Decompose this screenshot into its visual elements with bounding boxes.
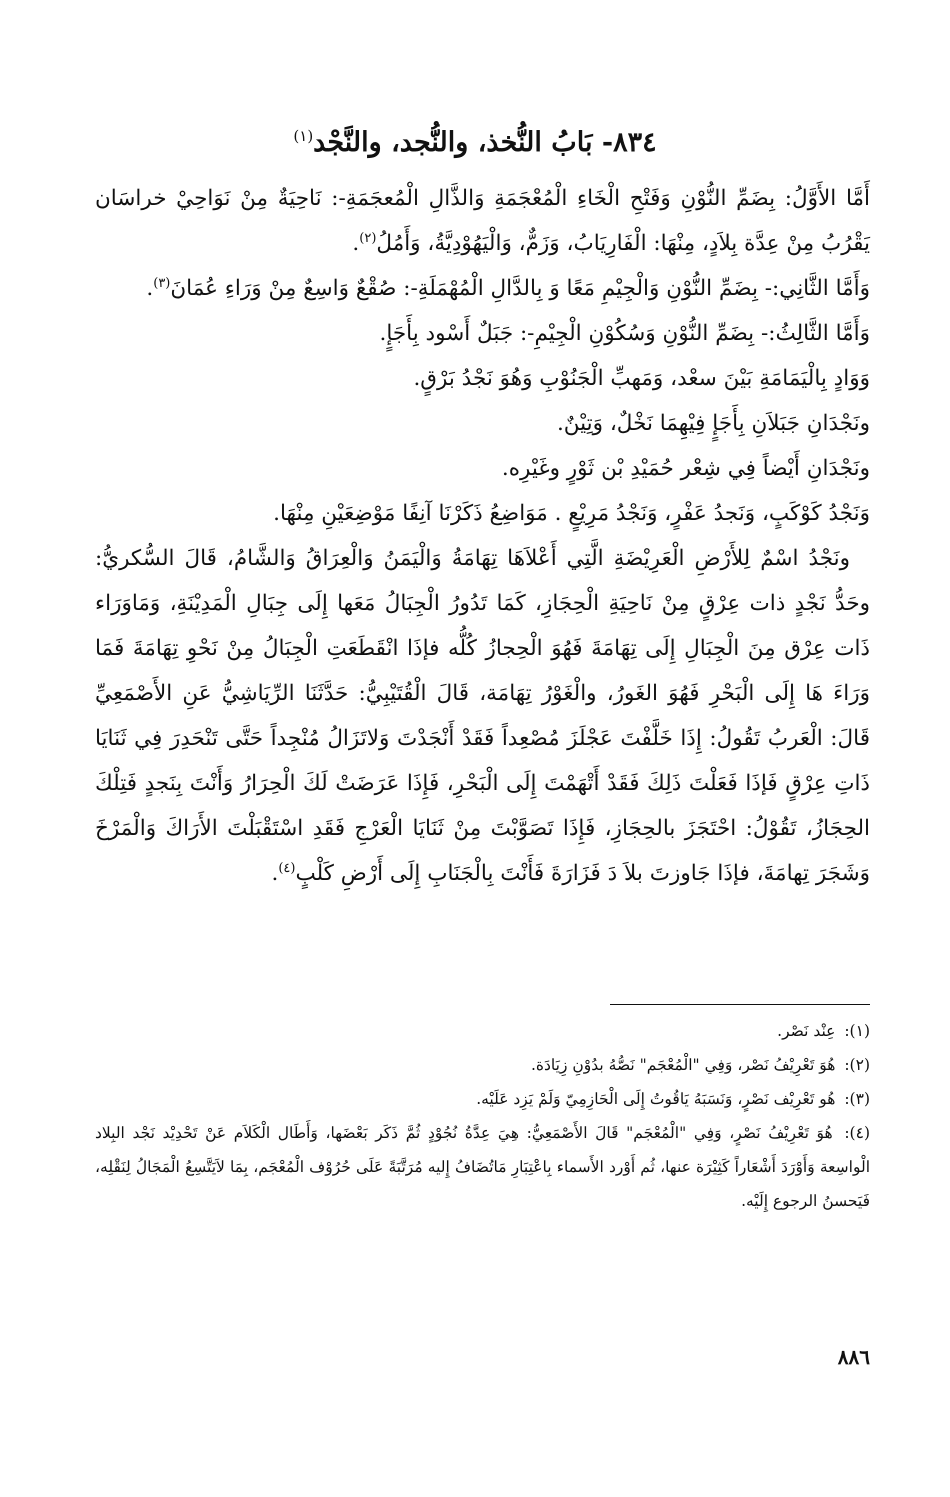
footnote-text: هُوَ تَعْرِيْفُ نَصْرٍ، وَفِي "الْمُعْجَم" قَالَ الأَصْمَعِيُّ: هِيَ عِدَّةُ نُجُوْدٍ ثُمَّ ذَكَر بَعْضَها، وَأَطَال الْكَلاَم عَنْ تَحْدِيْد نَجْد البِلاد الْواسِعة وَأَوْرَدَ أَشْعَاراً كَثِيْرَة عنها، ثُم أَوْرد الأَسماء بِاعْتِبَارِ مَاتُضَافُ إِليه مُرَتَّبَةً عَلَى حُرُوْف الْمُعْجَم، بِمَا لاَيَتَّسِعُ الْمَجَالُ لِنَقْلِه، فَيَحسنُ الرجوع إِلَيْه. — [95, 1124, 870, 1210]
footnote-number: (١): — [844, 1022, 870, 1040]
paragraph-najd-text: ونَجْدُ اسْمٌ لِلأَرْضِ الْعَرِيْضَةِ الَّتِي أَعْلاَهَا تِهَامَةُ وَالْيَمَنُ وَالْعِرَاقُ وَالشَّامُ، قَالَ السُّكريُّ: وحَدُّ نَجْدٍ ذات عِرْقٍ مِنْ نَاحِيَةِ الْحِجَازِ، كَمَا تَدُورُ الْجِبَالُ مَعَها إِلَى جِبَالِ الْمَدِيْنَةِ، وَمَاوَرَاء ذَات عِرْق مِنَ الْجِبَالِ إِلَى تِهَامَةَ فَهُوَ الْحِجازُ كُلُّه فإذَا انْقَطَعَتِ الْجِبَالُ مِنْ نَحْوِ تِهَامَةَ فَمَا وَرَاءَ هَا إِلَى الْبَحْرِ فَهُوَ الغَورُ، والْغَوْرُ تِهَامَة، قَالَ الْقُتَيْبِيُّ: حَدَّثَنَا الرِّيَاشِيُّ عَنِ الأَصْمَعِيِّ قَالَ: الْعَربُ تَقُولُ: إِذَا خَلَّفْتَ عَجْلَزَ مُصْعِداً فَقَدْ أَنْجَدْتَ وَلاتَزَالُ مُنْجِداً حَتَّى تَنْحَدِرَ فِي ثَنَايَا ذَاتِ عِرْقٍ فَإذَا فَعَلْتَ ذَلِكَ فَقَدْ أَتْهَمْتَ إِلَى الْبَحْرِ، فَإِذَا عَرَضَتْ لَكَ الْحِرَارُ وَأَنْتَ بِنَجدٍ فَتِلْكَ الحِجَازُ، تَقُوْلُ: احْتَجَزَ بالحِجَازِ، فَإِذَا تَصَوَّبْتَ مِنْ ثَنَايَا الْعَرْجِ فَقَدِ اسْتَقْبَلْتَ الأَرَاكَ وَالْمَرْخَ وَشَجَرَ تِهامَةَ، فإذَا جَاوزتَ بلاَ دَ فَزَارَةَ فَأَنْتَ بِالْجَنَابِ إِلَى أَرْضِ كَلْبٍ — [95, 546, 870, 886]
paragraph-second — [95, 266, 870, 311]
paragraph-places: وَنَجْدُ كَوْكَبٍ، وَنَجدُ عَفْرٍ، وَنَجْدُ مَرِيْعٍ . مَوَاضِعُ ذَكَرْنَا آنِفًا مَوْضِعَيْنِ مِنْهَا. — [273, 501, 870, 526]
paragraph-third: وَأَمَّا الثَّالِثُ:- بِضَمِّ النُّوْنِ وَسُكُوْنِ الْجِيْمِ-: جَبَلٌ أَسْود بِأَجَإٍ. — [379, 321, 870, 346]
sentence-end: . — [352, 231, 360, 256]
chapter-title — [0, 118, 950, 161]
main-text — [95, 176, 870, 896]
paragraph-two-mountains: ونَجْدَانِ جَبَلاَنِ بِأَجَإٍ فِيْهِمَا نَخْلٌ، وَتِيْنٌ. — [556, 411, 870, 436]
footnote-ref-4: (٤) — [278, 860, 296, 876]
page-number: ٨٨٦ — [837, 1345, 870, 1369]
footnote-item — [95, 1082, 870, 1116]
footnote-text: هُوَ تَعْرِيْفُ نَصْر، وَفِي "الْمُعْجَم" نَصُّهُ بدُوْنِ زِيَادَة. — [530, 1056, 836, 1074]
sentence-end: . — [271, 861, 279, 886]
footnote-text: هُو تَعْرِيْف نَصْرٍ، وَنَسَبَهُ يَاقُوتُ إِلَى الْحَازِمِيّ وَلَمْ يَزِد عَلَيْه. — [476, 1090, 836, 1108]
footnote-ref-3: (٣) — [153, 275, 171, 291]
paragraph-najd-definition — [95, 536, 870, 896]
footnote-item — [95, 1116, 870, 1218]
footnote-divider — [610, 1004, 870, 1005]
paragraph-poetry: ونَجْدَانِ أَيْضاً فِي شِعْر حُمَيْدِ بْن ثَوْرٍ وغَيْرِه. — [501, 456, 870, 481]
footnotes — [95, 1014, 870, 1218]
footnote-number: (٤): — [844, 1124, 870, 1142]
footnote-item — [95, 1014, 870, 1048]
footnote-number: (٢): — [844, 1056, 870, 1074]
chapter-title-text: ٨٣٤- بَابُ النُّخذ، والنُّجد، والنَّجْد — [313, 127, 657, 158]
footnote-number: (٣): — [844, 1090, 870, 1108]
chapter-footnote-ref: (١) — [293, 127, 314, 145]
paragraph-first — [95, 176, 870, 266]
paragraph-valley: وَوَادٍ بِالْيَمَامَةِ بَيْنَ سعْد، وَمَهبِّ الْجَنُوْبِ وَهُوَ نَجْدُ بَرْقٍ. — [413, 366, 870, 391]
footnote-text: عِنْد نَصْر. — [777, 1022, 836, 1040]
footnote-ref-2: (٢) — [359, 230, 377, 246]
paragraph-first-text: أَمَّا الأَوَّلُ: بِضَمِّ النُّوْنِ وَفَتْحِ الْخَاءِ الْمُعْجَمَةِ وَالذَّالِ الْمُعجَمَةِ-: نَاحِيَةٌ مِنْ نَوَاحِيْ خراسَان يَقْرُبُ مِنْ عِدَّة بِلاَدٍ، مِنْهَا: الْفَارِيَابُ، وَزَمٌّ، وَالْيَهُوْدِيَّةُ، وَأَمُلُ — [95, 186, 870, 256]
sentence-end: . — [146, 276, 154, 301]
footnote-item — [95, 1048, 870, 1082]
paragraph-second-text: وَأَمَّا الثَّانِي:- بِضَمِّ النُّوْنِ وَالْجِيْمِ مَعًا وَ بِالدَّالِ الْمُهْمَلَةِ-: صُقْعٌ وَاسِعٌ مِنْ وَرَاءِ عُمَانَ — [170, 276, 870, 301]
